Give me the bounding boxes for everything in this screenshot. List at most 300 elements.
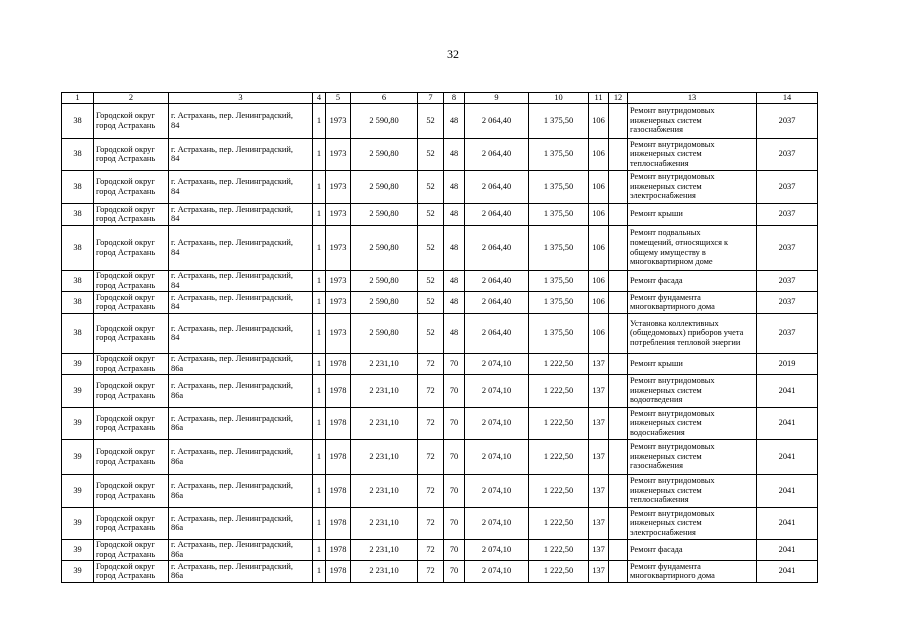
cell-work-type [628,507,757,539]
work-type-line: инженерных систем [630,518,702,528]
municipality-line-1: Городской округ [96,561,155,571]
municipality-line-2: город Астрахань [96,186,156,196]
cell-col7: 72 [418,474,444,507]
municipality-line-2: город Астрахань [96,549,156,559]
address-line-2: 84 [171,120,180,130]
cell-col7: 72 [418,407,444,439]
header-cell: 5 [326,93,351,104]
cell-year-planned: 2037 [757,138,818,170]
cell-total-area: 2 590,80 [351,313,418,353]
address-line-1: г. Астрахань, пер. Ленинградский, [171,354,293,363]
table-row [62,291,818,313]
cell-municipality [94,313,169,353]
cell-year-planned: 2041 [757,560,818,582]
cell-total-area: 2 590,80 [351,103,418,138]
cell-municipality [94,203,169,225]
work-type-line: инженерных систем [630,149,702,159]
cell-col4: 1 [313,353,326,374]
cell-number: 38 [62,203,94,225]
cell-address [169,539,313,560]
cell-col8: 48 [444,138,465,170]
cell-total-area: 2 231,10 [351,560,418,582]
address-line-1: г. Астрахань, пер. Ленинградский, [171,447,293,456]
cell-col10: 1 222,50 [529,374,589,407]
table-row [62,225,818,270]
address-line-2: 84 [171,333,180,343]
cell-col10: 1 375,50 [529,103,589,138]
cell-year-planned: 2037 [757,313,818,353]
address-line-1: г. Астрахань, пер. Ленинградский, [171,271,293,280]
cell-municipality [94,507,169,539]
municipality-line-2: город Астрахань [96,333,156,343]
cell-col9: 2 064,40 [465,103,529,138]
work-type-line: Ремонт фундамента [630,292,701,302]
cell-col4: 1 [313,407,326,439]
municipality-line-1: Городской округ [96,271,155,280]
cell-col7: 72 [418,374,444,407]
cell-address [169,560,313,582]
cell-number: 38 [62,170,94,203]
header-cell: 10 [529,93,589,104]
municipality-line-2: город Астрахань [96,120,156,130]
cell-col7: 72 [418,353,444,374]
cell-col4: 1 [313,539,326,560]
cell-col7: 52 [418,203,444,225]
cell-year-planned: 2041 [757,439,818,474]
cell-col9: 2 074,10 [465,407,529,439]
address-line-1: г. Астрахань, пер. Ленинградский, [171,111,293,120]
cell-col12 [609,539,628,560]
cell-total-area: 2 590,80 [351,170,418,203]
cell-municipality [94,374,169,407]
municipality-line-1: Городской округ [96,413,155,423]
cell-col9: 2 064,40 [465,138,529,170]
municipality-line-1: Городской округ [96,513,155,523]
address-line-2: 84 [171,154,180,164]
table-row [62,374,818,407]
cell-col4: 1 [313,138,326,170]
cell-col9: 2 064,40 [465,270,529,291]
cell-col10: 1 222,50 [529,407,589,439]
cell-col7: 52 [418,270,444,291]
cell-col11: 137 [589,474,609,507]
table-row [62,507,818,539]
cell-number: 38 [62,138,94,170]
cell-year: 1973 [326,170,351,203]
cell-municipality [94,353,169,374]
address-line-2: 86а [171,390,184,400]
cell-municipality [94,103,169,138]
cell-work-type [628,103,757,138]
cell-col11: 106 [589,103,609,138]
cell-year: 1978 [326,439,351,474]
work-type-line: общему имуществу в [630,247,706,257]
cell-col8: 70 [444,507,465,539]
cell-number: 39 [62,374,94,407]
municipality-line-2: город Астрахань [96,423,156,433]
table-row [62,539,818,560]
cell-total-area: 2 231,10 [351,539,418,560]
cell-col10: 1 222,50 [529,507,589,539]
cell-address [169,138,313,170]
table-row [62,103,818,138]
cell-total-area: 2 590,80 [351,225,418,270]
cell-municipality [94,291,169,313]
cell-work-type [628,539,757,560]
work-type-line: Ремонт фасада [630,544,683,554]
municipality-line-1: Городской округ [96,447,155,456]
cell-number: 38 [62,313,94,353]
work-type-line: водоотведения [630,395,683,405]
table-row [62,407,818,439]
cell-year: 1978 [326,507,351,539]
cell-year: 1973 [326,313,351,353]
municipality-line-1: Городской округ [96,381,155,390]
cell-col4: 1 [313,374,326,407]
cell-year: 1978 [326,539,351,560]
cell-col11: 137 [589,539,609,560]
work-type-line: инженерных систем [630,485,702,495]
work-type-line: инженерных систем [630,451,702,461]
cell-col8: 70 [444,539,465,560]
cell-number: 39 [62,507,94,539]
cell-col11: 106 [589,291,609,313]
cell-col8: 48 [444,203,465,225]
address-line-2: 84 [171,186,180,196]
header-cell: 1 [62,93,94,104]
header-cell: 3 [169,93,313,104]
cell-municipality [94,560,169,582]
header-cell: 4 [313,93,326,104]
table-row [62,138,818,170]
work-type-line: Ремонт внутридомовых [630,376,715,386]
cell-col7: 52 [418,291,444,313]
address-line-1: г. Астрахань, пер. Ленинградский, [171,561,293,571]
cell-col11: 137 [589,353,609,374]
cell-work-type [628,439,757,474]
municipality-line-2: город Астрахань [96,390,156,400]
work-type-line: инженерных систем [630,181,702,191]
work-type-line: инженерных систем [630,385,702,395]
cell-col12 [609,474,628,507]
work-type-line: инженерных систем [630,115,702,125]
cell-total-area: 2 231,10 [351,507,418,539]
cell-col9: 2 074,10 [465,374,529,407]
cell-year: 1978 [326,353,351,374]
cell-col10: 1 222,50 [529,439,589,474]
cell-work-type [628,203,757,225]
table-row [62,353,818,374]
cell-col10: 1 222,50 [529,353,589,374]
municipality-line-1: Городской округ [96,354,155,363]
cell-municipality [94,225,169,270]
header-cell: 6 [351,93,418,104]
cell-col9: 2 074,10 [465,560,529,582]
header-cell: 12 [609,93,628,104]
work-type-line: электроснабжения [630,527,696,537]
cell-col10: 1 222,50 [529,560,589,582]
address-line-1: г. Астрахань, пер. Ленинградский, [171,238,293,247]
cell-work-type [628,474,757,507]
work-type-line: многоквартирном доме [630,257,713,267]
cell-total-area: 2 231,10 [351,353,418,374]
cell-year: 1973 [326,138,351,170]
cell-number: 38 [62,103,94,138]
cell-col11: 106 [589,270,609,291]
municipality-line-1: Городской округ [96,238,155,247]
cell-total-area: 2 231,10 [351,474,418,507]
cell-col11: 137 [589,374,609,407]
cell-work-type [628,270,757,291]
cell-col11: 137 [589,407,609,439]
work-type-line: Ремонт крыши [630,358,683,368]
cell-col8: 70 [444,374,465,407]
cell-year: 1973 [326,291,351,313]
municipality-line-2: город Астрахань [96,247,156,257]
cell-address [169,353,313,374]
cell-year-planned: 2041 [757,507,818,539]
cell-col12 [609,353,628,374]
cell-total-area: 2 231,10 [351,374,418,407]
municipality-line-1: Городской округ [96,481,155,490]
cell-col10: 1 375,50 [529,313,589,353]
cell-address [169,374,313,407]
municipality-line-2: город Астрахань [96,523,156,533]
municipality-line-1: Городской округ [96,323,155,333]
cell-address [169,270,313,291]
cell-year-planned: 2041 [757,539,818,560]
cell-col12 [609,170,628,203]
header-cell: 13 [628,93,757,104]
address-line-1: г. Астрахань, пер. Ленинградский, [171,292,293,302]
address-line-1: г. Астрахань, пер. Ленинградский, [171,513,293,523]
cell-col8: 70 [444,439,465,474]
cell-col7: 52 [418,313,444,353]
header-cell: 8 [444,93,465,104]
work-type-line: многоквартирного дома [630,571,715,581]
cell-municipality [94,539,169,560]
municipality-line-1: Городской округ [96,540,155,549]
cell-col9: 2 064,40 [465,291,529,313]
address-line-2: 86а [171,363,184,373]
cell-col8: 70 [444,474,465,507]
work-type-line: Ремонт фундамента [630,561,701,571]
cell-col9: 2 074,10 [465,539,529,560]
work-type-line: Ремонт внутридомовых [630,508,715,518]
address-line-2: 84 [171,280,180,290]
cell-year-planned: 2037 [757,170,818,203]
cell-col7: 52 [418,170,444,203]
cell-year-planned: 2037 [757,270,818,291]
cell-col12 [609,313,628,353]
cell-col10: 1 375,50 [529,170,589,203]
cell-work-type [628,407,757,439]
cell-col10: 1 375,50 [529,291,589,313]
municipality-line-2: город Астрахань [96,214,156,224]
cell-col8: 48 [444,225,465,270]
table-row [62,560,818,582]
municipality-line-1: Городской округ [96,177,155,186]
cell-address [169,407,313,439]
cell-col7: 52 [418,103,444,138]
cell-col7: 72 [418,439,444,474]
cell-work-type [628,313,757,353]
cell-year: 1973 [326,270,351,291]
work-type-line: Ремонт подвальных [630,228,701,238]
cell-number: 39 [62,407,94,439]
cell-year: 1973 [326,103,351,138]
cell-col11: 137 [589,439,609,474]
cell-col10: 1 375,50 [529,225,589,270]
work-type-line: газоснабжения [630,125,683,135]
municipality-line-2: город Астрахань [96,363,156,373]
cell-col11: 106 [589,203,609,225]
cell-col9: 2 064,40 [465,203,529,225]
cell-number: 39 [62,560,94,582]
cell-col7: 52 [418,138,444,170]
cell-municipality [94,270,169,291]
municipality-line-2: город Астрахань [96,456,156,466]
cell-col8: 48 [444,270,465,291]
cell-col4: 1 [313,507,326,539]
cell-total-area: 2 590,80 [351,138,418,170]
cell-col11: 106 [589,225,609,270]
cell-total-area: 2 590,80 [351,203,418,225]
municipality-line-1: Городской округ [96,144,155,154]
cell-col8: 48 [444,313,465,353]
cell-col7: 72 [418,539,444,560]
table-row [62,270,818,291]
cell-col12 [609,507,628,539]
cell-col10: 1 222,50 [529,474,589,507]
cell-address [169,313,313,353]
cell-col12 [609,225,628,270]
cell-col8: 48 [444,291,465,313]
cell-municipality [94,474,169,507]
cell-total-area: 2 590,80 [351,291,418,313]
cell-col8: 48 [444,103,465,138]
address-line-2: 86а [171,423,184,433]
table-row [62,170,818,203]
cell-col4: 1 [313,560,326,582]
cell-year-planned: 2041 [757,374,818,407]
cell-address [169,507,313,539]
work-type-line: водоснабжения [630,427,685,437]
cell-col10: 1 222,50 [529,539,589,560]
cell-col9: 2 074,10 [465,439,529,474]
work-type-line: Ремонт фасада [630,275,683,285]
work-type-line: электроснабжения [630,191,696,201]
work-type-line: Установка коллективных [630,318,719,328]
header-cell: 2 [94,93,169,104]
cell-work-type [628,374,757,407]
cell-year: 1978 [326,374,351,407]
cell-col9: 2 074,10 [465,353,529,374]
cell-col4: 1 [313,103,326,138]
cell-address [169,291,313,313]
cell-number: 39 [62,539,94,560]
cell-municipality [94,407,169,439]
cell-number: 39 [62,439,94,474]
work-type-line: Ремонт крыши [630,209,683,219]
table-row [62,203,818,225]
cell-col9: 2 064,40 [465,313,529,353]
cell-col12 [609,103,628,138]
address-line-2: 86а [171,571,184,581]
work-type-line: потребления тепловой энергии [630,337,741,347]
cell-col10: 1 375,50 [529,203,589,225]
address-line-2: 86а [171,456,184,466]
cell-col8: 70 [444,407,465,439]
address-line-1: г. Астрахань, пер. Ленинградский, [171,177,293,186]
cell-col9: 2 074,10 [465,507,529,539]
work-type-line: теплоснабжения [630,495,689,505]
cell-col4: 1 [313,170,326,203]
municipality-line-2: город Астрахань [96,302,156,312]
cell-col4: 1 [313,313,326,353]
cell-col4: 1 [313,225,326,270]
work-type-line: Ремонт внутридомовых [630,408,715,418]
municipality-line-2: город Астрахань [96,280,156,290]
cell-municipality [94,170,169,203]
municipality-line-1: Городской округ [96,111,155,120]
cell-year-planned: 2037 [757,225,818,270]
cell-year-planned: 2041 [757,407,818,439]
cell-col4: 1 [313,203,326,225]
cell-work-type [628,291,757,313]
cell-address [169,203,313,225]
cell-col12 [609,203,628,225]
cell-col7: 52 [418,225,444,270]
table-row [62,313,818,353]
cell-col12 [609,291,628,313]
cell-col9: 2 064,40 [465,170,529,203]
repair-schedule-table [61,92,818,583]
cell-col7: 72 [418,507,444,539]
work-type-line: теплоснабжения [630,158,689,168]
municipality-line-1: Городской округ [96,292,155,302]
work-type-line: Ремонт внутридомовых [630,106,715,116]
cell-col11: 106 [589,313,609,353]
address-line-2: 86а [171,490,184,500]
address-line-1: г. Астрахань, пер. Ленинградский, [171,144,293,154]
municipality-line-2: город Астрахань [96,490,156,500]
cell-year-planned: 2037 [757,291,818,313]
work-type-line: Ремонт внутридомовых [630,139,715,149]
cell-col12 [609,138,628,170]
cell-number: 38 [62,225,94,270]
cell-year-planned: 2037 [757,203,818,225]
work-type-line: Ремонт внутридомовых [630,172,715,182]
cell-col10: 1 375,50 [529,138,589,170]
address-line-1: г. Астрахань, пер. Ленинградский, [171,481,293,490]
cell-municipality [94,439,169,474]
cell-col10: 1 375,50 [529,270,589,291]
cell-col4: 1 [313,270,326,291]
address-line-1: г. Астрахань, пер. Ленинградский, [171,381,293,390]
cell-total-area: 2 231,10 [351,439,418,474]
cell-year-planned: 2041 [757,474,818,507]
address-line-1: г. Астрахань, пер. Ленинградский, [171,204,293,214]
cell-number: 38 [62,270,94,291]
page-number: 32 [447,47,459,61]
address-line-1: г. Астрахань, пер. Ленинградский, [171,323,293,333]
address-line-2: 84 [171,247,180,257]
cell-year: 1973 [326,203,351,225]
cell-address [169,439,313,474]
address-line-2: 86а [171,549,184,559]
table-row [62,439,818,474]
